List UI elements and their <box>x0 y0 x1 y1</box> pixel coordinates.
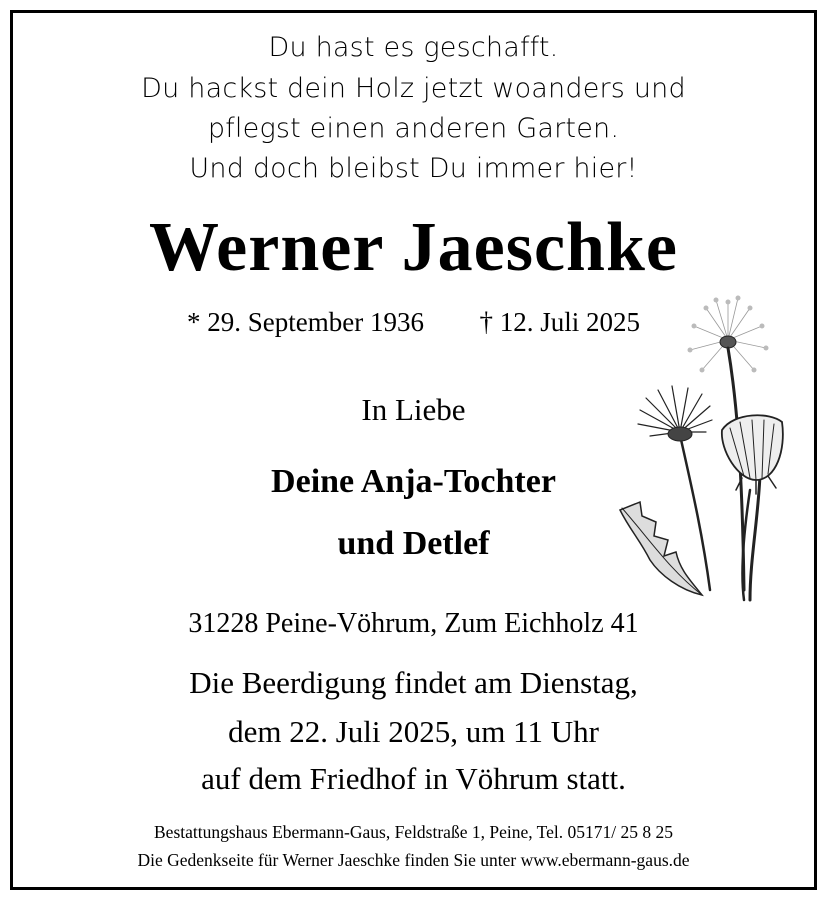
birth-date: * 29. September 1936 <box>187 307 424 337</box>
poem-line-3: pflegst einen anderen Garten. <box>207 113 620 144</box>
dandelion-illustration-icon <box>610 290 800 610</box>
address: 31228 Peine-Vöhrum, Zum Eichholz 41 <box>188 608 639 639</box>
poem-line-4: Und doch bleibst Du immer hier! <box>189 153 638 184</box>
funeral-line-3: auf dem Friedhof in Vöhrum statt. <box>201 761 626 796</box>
funeral-line-2: dem 22. Juli 2025, um 11 Uhr <box>228 714 599 749</box>
death-date: † 12. Juli 2025 <box>479 307 640 337</box>
footer-line-1: Bestattungshaus Ebermann-Gaus, Feldstraße 1, Peine, Tel. 05171/ 25 8 25 <box>154 822 673 842</box>
poem-line-1: Du hast es geschafft. <box>268 32 559 63</box>
in-love-text: In Liebe <box>361 392 466 427</box>
funeral-line-1: Die Beerdigung findet am Dienstag, <box>189 665 638 700</box>
footer-line-2: Die Gedenkseite für Werner Jaeschke finden Sie unter www.ebermann-gaus.de <box>137 850 690 870</box>
poem-line-2: Du hackst dein Holz jetzt woanders und <box>141 73 686 104</box>
deceased-name: Werner Jaeschke <box>149 209 678 286</box>
mourner-line-1: Deine Anja-Tochter <box>271 463 556 500</box>
mourner-line-2: und Detlef <box>337 525 490 562</box>
